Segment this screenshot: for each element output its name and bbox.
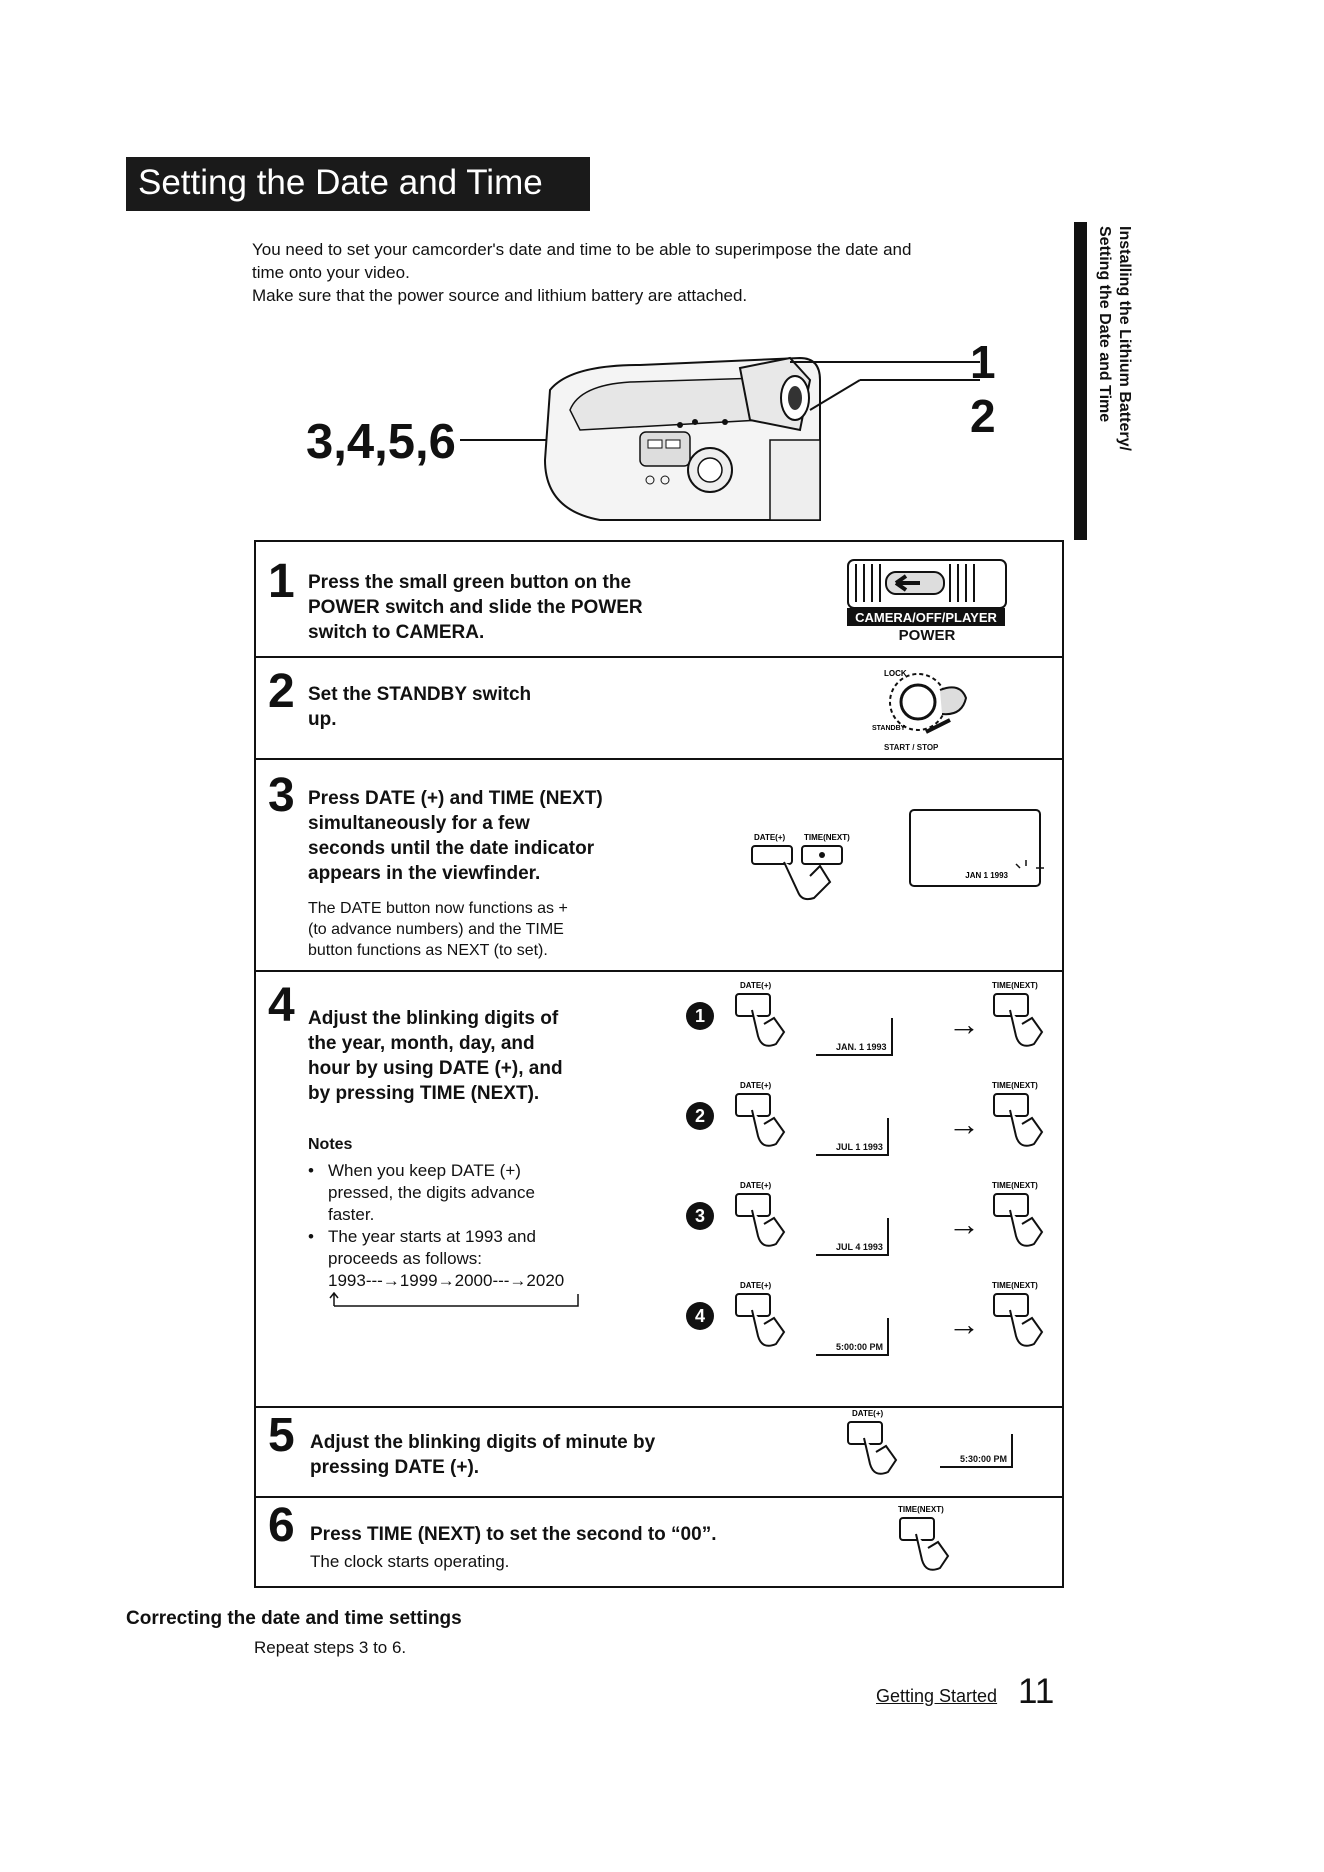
- step-number: 1: [268, 555, 295, 608]
- standby-label: STANDBY: [872, 725, 906, 732]
- step-3-subtext: [308, 898, 568, 961]
- step-6-box: [254, 1498, 1064, 1588]
- time-button-press-icon: [990, 1180, 1050, 1260]
- step-number: 2: [268, 665, 295, 718]
- step-line: Adjust the blinking digits of: [308, 1008, 559, 1029]
- step-line: simultaneously for a few: [308, 813, 530, 834]
- date-button-label: DATE(+): [740, 1081, 772, 1090]
- standby-switch-icon: [870, 662, 990, 738]
- note-line: faster.: [328, 1205, 375, 1224]
- step-line: appears in the viewfinder.: [308, 863, 541, 884]
- side-tab-text: [1094, 226, 1134, 451]
- section-text: Repeat steps 3 to 6.: [254, 1638, 407, 1657]
- arrow-right-icon: →: [948, 1206, 980, 1242]
- time-button-press-icon: [896, 1504, 956, 1584]
- notes-heading: Notes: [308, 1136, 353, 1153]
- arrow-right-icon: →: [948, 1006, 980, 1042]
- substep-display: 5:00:00 PM: [816, 1318, 889, 1356]
- viewfinder-date-display: JAN 1 1993: [965, 871, 1008, 880]
- camera-callout-2: 2: [970, 390, 996, 442]
- bullet-icon: •: [308, 1161, 314, 1180]
- step-line: Adjust the blinking digits of minute by: [310, 1432, 656, 1453]
- substep-marker: 3: [686, 1202, 714, 1230]
- camera-callout-steps: 3,4,5,6: [306, 415, 456, 469]
- step-sub-line: The DATE button now functions as +: [308, 900, 568, 917]
- substep-row: [686, 1080, 1056, 1180]
- power-switch-icon: [846, 558, 1008, 628]
- page-title-bar: [126, 157, 590, 211]
- step-line: hour by using DATE (+), and: [308, 1058, 563, 1079]
- step-5-box: [254, 1408, 1064, 1498]
- date-button-label: DATE(+): [740, 981, 772, 990]
- arrow-right-icon: →: [948, 1306, 980, 1342]
- step-1-box: [254, 540, 1064, 658]
- viewfinder-display-figure: [908, 808, 1048, 892]
- start-stop-caption: START / STOP: [884, 743, 939, 752]
- step-2-text: [308, 682, 531, 732]
- step-3-text: [308, 786, 603, 886]
- substep-marker: 4: [686, 1302, 714, 1330]
- step-line: Press DATE (+) and TIME (NEXT): [308, 788, 603, 809]
- substep-row: [686, 1180, 1056, 1280]
- date-time-buttons-figure: [744, 832, 904, 922]
- step-line: POWER switch and slide the POWER: [308, 597, 643, 618]
- arrow-right-icon: →: [948, 1106, 980, 1142]
- camcorder-illustration: [380, 340, 1020, 530]
- note-line: proceeds as follows:: [328, 1249, 483, 1268]
- standby-switch-figure: [870, 662, 990, 756]
- step-line: the year, month, day, and: [308, 1033, 535, 1054]
- substep-display: JAN. 1 1993: [816, 1018, 893, 1056]
- page-section-label: Getting Started: [876, 1686, 998, 1706]
- time-button-label: TIME(NEXT): [992, 1281, 1038, 1290]
- step-line: switch to CAMERA.: [308, 622, 485, 643]
- time-button-label: TIME(NEXT): [898, 1505, 944, 1514]
- step-number: 3: [268, 769, 295, 822]
- time-button-label: TIME(NEXT): [992, 1081, 1038, 1090]
- step-line: Set the STANDBY switch: [308, 684, 532, 705]
- side-tab-bar: [1074, 222, 1087, 540]
- note-line: pressed, the digits advance: [328, 1183, 535, 1202]
- power-switch-positions: CAMERA/OFF/PLAYER: [855, 610, 997, 625]
- step-6-text: Press TIME (NEXT) to set the second to “00”.: [310, 1524, 717, 1545]
- step-2-box: [254, 656, 1064, 760]
- step-line: up.: [308, 709, 337, 730]
- step-line: Press the small green button on the: [308, 572, 632, 593]
- note-item: [308, 1160, 608, 1226]
- side-tab-line: Setting the Date and Time: [1096, 226, 1113, 423]
- intro-line: time onto your video.: [252, 263, 410, 282]
- date-button-press-icon: [844, 1408, 904, 1488]
- time-button-press-icon: [990, 1080, 1050, 1160]
- step-4-text: [308, 1006, 563, 1106]
- intro-line: You need to set your camcorder's date and time to be able to superimpose the date and: [252, 240, 912, 259]
- year-loop-arrow-icon: [328, 1292, 598, 1308]
- date-button-press-icon: [732, 980, 792, 1060]
- intro-line: Make sure that the power source and lithium battery are attached.: [252, 286, 748, 305]
- date-button-label: DATE(+): [852, 1409, 884, 1418]
- date-button-press-icon: [732, 1180, 792, 1260]
- step-number: 5: [268, 1409, 295, 1462]
- hand-pointer-icon: [784, 862, 830, 899]
- date-button-press-icon: [732, 1080, 792, 1160]
- time-button-press-icon: [990, 980, 1050, 1060]
- date-button-label: DATE(+): [754, 833, 786, 842]
- substep-marker: 1: [686, 1002, 714, 1030]
- notes-list: [308, 1160, 608, 1314]
- side-tab-line: Installing the Lithium Battery/: [1116, 226, 1133, 451]
- note-line: The year starts at 1993 and: [328, 1227, 536, 1246]
- substep-display: JUL 1 1993: [816, 1118, 889, 1156]
- power-switch-figure: [846, 558, 1008, 644]
- note-line: When you keep DATE (+): [328, 1161, 521, 1180]
- date-button-press-icon: [732, 1280, 792, 1360]
- step-6-subtext: The clock starts operating.: [310, 1552, 510, 1571]
- step-number: 6: [268, 1499, 295, 1552]
- time-button-press-icon: [990, 1280, 1050, 1360]
- page-number: 11: [1018, 1672, 1055, 1711]
- lock-label: LOCK: [884, 669, 907, 678]
- step-1-text: [308, 570, 643, 645]
- substep-marker: 2: [686, 1102, 714, 1130]
- time-button-label: TIME(NEXT): [992, 1181, 1038, 1190]
- substep-row: [686, 1280, 1056, 1380]
- power-switch-caption: POWER: [898, 627, 956, 644]
- date-button-label: DATE(+): [740, 1181, 772, 1190]
- note-line: 1993---→1999→2000---→2020: [328, 1271, 565, 1290]
- camera-callout-1: 1: [970, 340, 996, 388]
- substep-list: [686, 980, 1056, 1380]
- date-button-label: DATE(+): [740, 1281, 772, 1290]
- step-line: pressing DATE (+).: [310, 1457, 480, 1478]
- step-number: 4: [268, 979, 295, 1032]
- page-title: Setting the Date and Time: [138, 163, 543, 202]
- step-4-box: [254, 972, 1064, 1408]
- bullet-icon: •: [308, 1227, 314, 1246]
- step-line: by pressing TIME (NEXT).: [308, 1083, 540, 1104]
- section-heading: Correcting the date and time settings: [126, 1608, 462, 1629]
- substep-display: JUL 4 1993: [816, 1218, 889, 1256]
- step-line: seconds until the date indicator: [308, 838, 595, 859]
- step-sub-line: button functions as NEXT (to set).: [308, 942, 548, 959]
- step-5-text: [310, 1430, 655, 1480]
- time-button-label: TIME(NEXT): [804, 833, 850, 842]
- step-3-box: [254, 760, 1064, 972]
- time-button-label: TIME(NEXT): [992, 981, 1038, 990]
- substep-row: [686, 980, 1056, 1080]
- note-item: [308, 1226, 608, 1314]
- step-5-display: 5:30:00 PM: [940, 1434, 1013, 1468]
- intro-text: [252, 238, 1052, 307]
- step-sub-line: (to advance numbers) and the TIME: [308, 921, 564, 938]
